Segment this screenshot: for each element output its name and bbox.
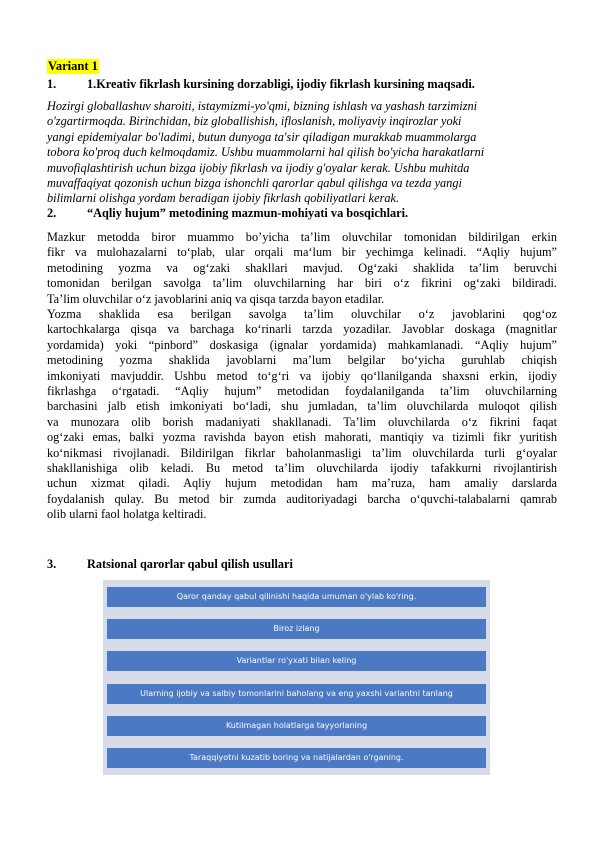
section-heading-3 xyxy=(47,557,557,572)
paragraph-method-written xyxy=(47,307,557,523)
text-line: bilimlarni olishga yordam beradigan ijobiy fikrlash qobiliyatlari kerak. xyxy=(47,191,400,206)
text-line: fikrlashga o‘rgatadi. “Aqliy hujum” metodidan foydalanilganda ta’lim oluvchilarning xyxy=(47,384,557,399)
section-heading-1 xyxy=(47,77,557,92)
decision-steps-diagram xyxy=(103,580,490,775)
text-line: muvofiqlashtirish uchun bizga ijobiy fikrlash va ijodiy g'oyalar kerak. Ushbu muhitda xyxy=(47,160,470,175)
text-line: metodining yozma shaklida javoblarni ma’lum belgilar bo‘yicha guruhlab chiqish xyxy=(47,353,557,368)
section-number: 2. xyxy=(47,206,57,220)
text-line: olib ularni faol holatga keltiradi. xyxy=(47,507,207,522)
text-line: va munozara olib borish madaniyati shakllanadi. Ta’lim oluvchilarda o‘z fikrini faqat xyxy=(47,414,557,429)
text-line: yangi epidemiyalar bo'ladimi, butun dunyoga ta'sir qiladigan murakkab muammolarga xyxy=(47,129,477,144)
section-title: Ratsional qarorlar qabul qilish usullari xyxy=(87,557,293,571)
text-line: uchun xizmat qiladi. Aqliy hujum metodidan ham ma’ruza, ham amaliy darslarda xyxy=(47,476,557,491)
diagram-step-1: Qaror qanday qabul qilinishi haqida umuman o'ylab ko'ring. xyxy=(107,587,486,607)
text-line: og‘zaki emas, balki yozma ravishda bayon etish mahorati, mantiqiy va tizimli fikr yuritish xyxy=(47,430,557,445)
paragraph-intro xyxy=(47,99,557,207)
diagram-step-3: Variantlar ro'yxati bilan keling xyxy=(107,651,486,671)
paragraph-method-oral xyxy=(47,230,557,307)
diagram-step-2: Biroz izlang xyxy=(107,619,486,639)
text-line: o'zgartirmoqda. Birinchidan, biz globallishish, ifloslanish, moliyaviy inqirozlar yoki xyxy=(47,114,462,129)
text-line: Ta’lim oluvchilar o‘z javoblarini aniq va qisqa tarzda bayon etadilar. xyxy=(47,291,385,306)
text-line: kartochkalarga qisqa va barchaga ko‘rinarli tarzda yozadilar. Javoblar doskaga (magnitlar xyxy=(47,322,557,337)
text-line: imkoniyati mavjuddir. Ushbu metod to‘g‘ri va ijobiy qo‘llanilganda shaxsni erkin, ijodiy xyxy=(47,368,557,383)
text-line: shakllanishiga olib keladi. Bu metod ta’lim oluvchilarda ijodiy tafakkurni rivojlantirish xyxy=(47,461,557,476)
text-line: ko‘nikmasi rivojlanadi. Bildirilgan fikrlar baholanmasligi ta’lim oluvchilarda turli g‘oyalar xyxy=(47,445,557,460)
text-line: tobora ko'proq duch kelmoqdamiz. Ushbu muammolarni hal qilish bo'yicha harakatlarni xyxy=(47,145,485,160)
text-line: muvaffaqiyat qozonish uchun bizga ishonchli qarorlar qabul qilishga va tezda yangi xyxy=(47,176,462,191)
text-line: Hozirgi globallashuv sharoiti, istaymizmi-yo'qmi, bizning ishlash va yashash tarzimizni xyxy=(47,99,478,113)
diagram-step-6: Taraqqiyotni kuzatib boring va natijalardan o'rganing. xyxy=(107,748,486,768)
diagram-step-5: Kutilmagan holatlarga tayyorlaning xyxy=(107,716,486,736)
text-line: tomonidan berilgan savolga ta’lim oluvchilarning har biri o‘z fikrini og‘zaki bildiradi. xyxy=(47,276,557,291)
diagram-step-4: Ularning ijobiy va salbiy tomonlarini baholang va eng yaxshi variantni tanlang xyxy=(107,684,486,704)
section-title: “Aqliy hujum” metodining mazmun-mohiyati va bosqichlari. xyxy=(87,206,409,220)
text-line: foydalanish qulay. Bu metod bir zumda auditoriyadagi barcha o‘quvchi-talabalarni qamrab xyxy=(47,491,557,506)
section-number: 1. xyxy=(47,77,57,91)
text-line: fikr va mulohazalarni to‘plab, ular orqali ma‘lum bir yechimga kelinadi. “Aqliy hujum” xyxy=(47,245,557,260)
text-line: metodining yozma va og‘zaki shakllari mavjud. Og‘zaki shaklida ta’lim beruvchi xyxy=(47,260,557,275)
text-line: Mazkur metodda biror muammo bo’yicha ta’lim oluvchilar tomonidan bildirilgan erkin xyxy=(47,230,557,244)
text-line: yordamida) yoki “pinbord” doskasiga (ignalar yordamida) mahkamlanadi. “Aqliy hujum” xyxy=(47,337,557,352)
text-line: barchasini jalb etish imkoniyati bo‘ladi, shu jumladan, ta’lim oluvchilarda muloqot qilish xyxy=(47,399,557,414)
section-heading-2 xyxy=(47,206,557,221)
variant-label: Variant 1 xyxy=(48,59,98,73)
section-number: 3. xyxy=(47,557,57,571)
text-line: Yozma shaklida esa berilgan savolga ta’lim oluvchilar o‘z javoblarini qog‘oz xyxy=(47,307,557,321)
section-title: 1.Kreativ fikrlash kursining dorzabligi, ijodiy fikrlash kursining maqsadi. xyxy=(87,77,475,91)
